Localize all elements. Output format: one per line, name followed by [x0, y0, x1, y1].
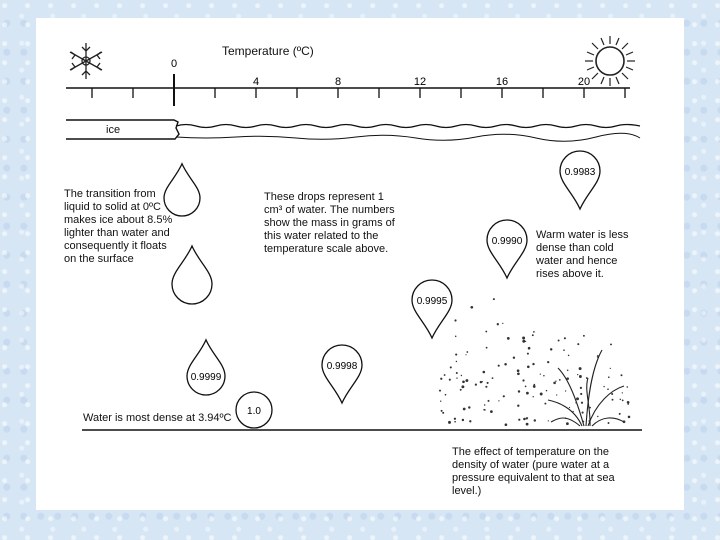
axis-tick-label: 20 [577, 76, 591, 88]
sediment-dot [533, 396, 534, 397]
water-drop-label: 0.9995 [416, 296, 448, 307]
sediment-dot [522, 379, 524, 381]
sediment-dot [455, 354, 457, 356]
sediment-dot [546, 390, 548, 392]
sediment-dot [518, 419, 520, 421]
sediment-dot [463, 408, 466, 411]
water-drop [187, 340, 225, 395]
sediment-dot [564, 337, 566, 339]
ice-label: ice [106, 124, 121, 136]
sediment-dot [534, 384, 536, 386]
water-drop [487, 220, 527, 278]
sediment-dot [442, 412, 444, 414]
sediment-dot [569, 407, 570, 408]
sediment-dot [485, 386, 487, 388]
sediment-dot [581, 402, 583, 404]
water-drop-label: 1.0 [247, 406, 261, 417]
sediment-dot [488, 400, 490, 402]
sediment-dot [475, 384, 477, 386]
sediment-dot [518, 390, 520, 392]
sediment-dot [482, 381, 483, 382]
sediment-dot [576, 397, 579, 400]
sediment-dot [627, 401, 630, 404]
sediment-dots [439, 298, 630, 426]
sediment-dot [619, 413, 621, 415]
sediment-dot [532, 334, 534, 336]
sediment-dot [533, 386, 535, 388]
sediment-dot [612, 399, 614, 401]
axis-minor-ticks [92, 88, 625, 98]
sediment-dot [597, 355, 598, 356]
sediment-dot [439, 390, 441, 392]
sediment-dot [466, 351, 468, 353]
sediment-dot [534, 419, 536, 421]
sediment-dot [456, 377, 457, 378]
ice-transition-note: The transition from liquid to solid at 0ºC makes ice about 8.5% lighter than water and consequently it floats on the surface [64, 188, 173, 265]
sediment-dot [558, 340, 560, 342]
sediment-dot [577, 343, 579, 345]
sediment-dot [628, 416, 631, 419]
sediment-dot [582, 421, 584, 423]
sediment-dot [567, 370, 569, 372]
sediment-dot [480, 381, 482, 383]
sediment-dot [456, 361, 457, 362]
sediment-dot [577, 374, 578, 375]
snowflake-icon [70, 43, 102, 79]
water-drop [412, 280, 452, 338]
sediment-dot [441, 410, 443, 412]
sediment-dot [540, 373, 541, 374]
sediment-dot [469, 420, 471, 422]
sediment-dot [525, 386, 527, 388]
sediment-dot [550, 348, 552, 350]
sediment-dot [484, 404, 485, 405]
sediment-dot [623, 420, 626, 423]
axis-tick-label: 4 [252, 76, 260, 88]
aquatic-plant-icon [548, 350, 624, 426]
sediment-dot [622, 400, 624, 402]
water-drop-outline [560, 151, 600, 209]
sediment-dot [498, 400, 499, 401]
water-drop [236, 392, 272, 428]
sediment-dot [622, 392, 623, 393]
sediment-dot [621, 374, 623, 376]
sediment-dot [455, 336, 457, 338]
sediment-dot [573, 411, 574, 412]
sediment-dot [553, 382, 556, 385]
axis-tick-label: 12 [413, 76, 427, 88]
sediment-dot [544, 403, 546, 405]
water-drop-outline [187, 340, 225, 395]
sediment-dot [490, 410, 493, 413]
sediment-dot [589, 420, 591, 422]
sediment-dot [586, 377, 588, 379]
sediment-dot [626, 386, 628, 388]
sediment-dot [505, 423, 508, 426]
water-drop-outline [412, 280, 452, 338]
sediment-dot [566, 377, 569, 380]
sediment-dot [462, 419, 464, 421]
axis-tick-label: 0 [170, 58, 178, 70]
sediment-dot [502, 323, 503, 324]
slide [36, 18, 684, 510]
sediment-dot [528, 347, 531, 350]
water-drop-label: 0.9983 [564, 167, 596, 178]
sediment-dot [597, 416, 598, 417]
sediment-dot [627, 403, 628, 404]
sediment-dot [507, 337, 510, 340]
sediment-dot [456, 372, 458, 374]
sediment-dot [579, 375, 582, 378]
sediment-dot [566, 422, 569, 425]
sediment-dot [517, 405, 519, 407]
sediment-dot [611, 393, 613, 395]
axis-tick-label: 16 [495, 76, 509, 88]
sediment-dot [597, 356, 599, 358]
sediment-dot [583, 335, 585, 337]
sediment-dot [589, 407, 591, 409]
sediment-dot [608, 422, 610, 424]
sediment-dot [504, 363, 507, 366]
sediment-dot [526, 423, 529, 426]
ice-block [66, 120, 640, 141]
sediment-dot [527, 366, 530, 369]
sediment-dot [582, 412, 584, 414]
sediment-dot [548, 420, 549, 421]
sediment-dot [608, 376, 610, 378]
sediment-dot [440, 401, 441, 402]
sediment-dot [440, 378, 442, 380]
sediment-dot [454, 418, 456, 420]
sediment-dot [587, 406, 589, 408]
sediment-dot [445, 394, 447, 396]
sediment-dot [465, 354, 466, 355]
sediment-dot [444, 374, 446, 376]
water-drop-outline [487, 220, 527, 278]
sediment-dot [517, 372, 520, 375]
sediment-dot [448, 421, 451, 424]
sediment-dot [565, 390, 566, 391]
sediment-dot [465, 379, 468, 382]
sediment-dot [493, 298, 495, 300]
sediment-dot [620, 399, 621, 400]
sediment-dot [483, 409, 485, 411]
sediment-dot [522, 340, 525, 343]
sediment-dot [533, 331, 535, 333]
sediment-dot [579, 367, 582, 370]
sediment-dot [513, 357, 515, 359]
water-drop-label: 0.9998 [326, 361, 358, 372]
sediment-dot [556, 394, 557, 395]
sediment-dot [547, 361, 549, 363]
sediment-dot [575, 402, 577, 404]
sediment-dot [462, 380, 465, 383]
water-drop [322, 345, 362, 403]
temperature-axis-title: Temperature (ºC) [222, 44, 314, 58]
sediment-dot [559, 379, 561, 381]
sediment-dot [492, 377, 494, 379]
sediment-dot [523, 418, 526, 421]
sediment-dot [555, 381, 556, 382]
water-drop-outline [322, 345, 362, 403]
sediment-dot [607, 388, 609, 390]
sediment-dot [532, 363, 534, 365]
water-drop-label: 0.9990 [491, 236, 523, 247]
sediment-dot [485, 331, 487, 333]
sediment-dot [610, 368, 611, 369]
sediment-dot [540, 393, 543, 396]
sediment-dot [454, 421, 456, 423]
sediment-dot [461, 375, 462, 376]
water-drop-label: 0.9999 [190, 372, 222, 383]
sediment-dot [522, 337, 525, 340]
sediment-dot [610, 343, 612, 345]
diagram-caption: The effect of temperature on the density of water (pure water at a pressure equivalent to that at sea level.) [452, 446, 615, 497]
sediment-dot [580, 393, 582, 395]
sediment-dot [460, 389, 462, 391]
sun-icon [585, 36, 635, 86]
sediment-dot [486, 347, 488, 349]
sediment-dot [568, 355, 570, 357]
drops-explanation-note: These drops represent 1 cm³ of water. The numbers show the mass in grams of this water related to the temperature scale above. [264, 191, 395, 255]
water-drop [560, 151, 600, 209]
sediment-dot [450, 366, 452, 368]
sediment-dot [527, 417, 528, 418]
densest-note: Water is most dense at 3.94ºC [83, 412, 232, 424]
warm-water-note: Warm water is less dense than cold water and hence rises above it. [536, 229, 629, 280]
sediment-dot [517, 369, 520, 372]
sediment-dot [543, 375, 544, 376]
sediment-dot [526, 392, 529, 395]
sediment-dot [482, 371, 485, 374]
sediment-dot [470, 306, 473, 309]
sediment-dot [468, 406, 470, 408]
sediment-dot [497, 323, 499, 325]
sediment-dot [487, 382, 489, 384]
sediment-dot [454, 319, 456, 321]
sediment-dot [449, 379, 451, 381]
sediment-dot [461, 385, 464, 388]
sediment-dot [580, 387, 582, 389]
sediment-dot [498, 365, 500, 367]
axis-tick-label: 8 [334, 76, 342, 88]
sediment-dot [603, 386, 604, 387]
sediment-dot [527, 353, 529, 355]
sediment-dot [503, 395, 505, 397]
sediment-dot [565, 417, 567, 419]
sediment-dot [563, 349, 565, 351]
axis-tick-labels [171, 58, 590, 88]
